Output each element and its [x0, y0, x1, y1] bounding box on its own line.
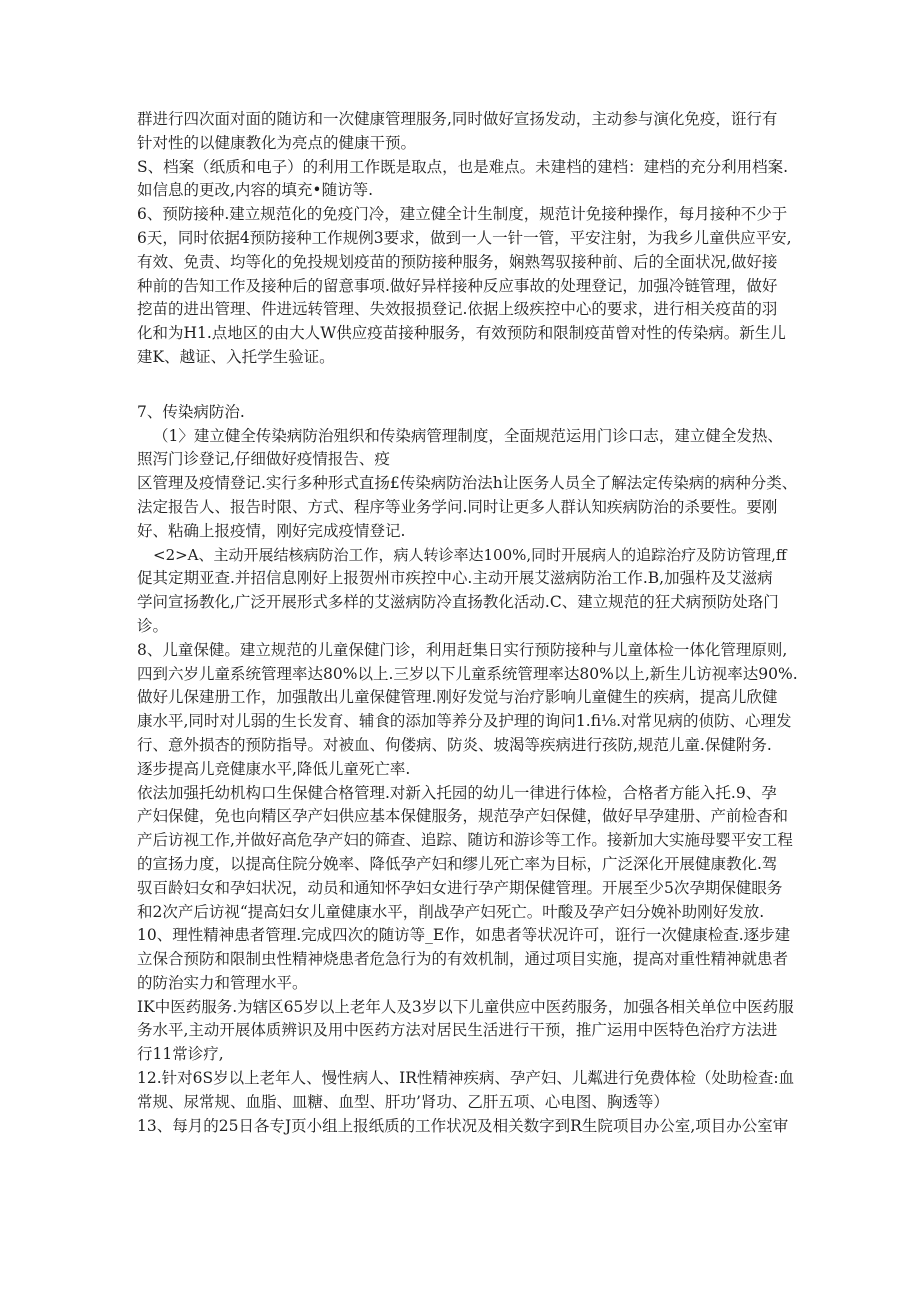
text-line: 8、儿童保健。建立规范的儿童保健门诊，利用赶集日实行预防接种与儿童体检一体化管理原则, — [137, 640, 788, 659]
text-line: 做好儿保建册工作，加强散出儿童保健管理.刚好发觉与治疗影响儿童健生的疾病，提高儿欣健 — [137, 688, 778, 707]
text-line: 产妇保健，免也向精区孕产妇供应基本保健服务，规范孕产妇保健，做好早孕建册、产前检杳和 — [137, 807, 789, 826]
text-line: 化和为H1.点地区的由大人W供应疫苗接种服务，有效预防和限制疫苗曾对性的传染病。新生儿 — [137, 324, 786, 343]
text-line: 有效、免责、均等化的免投规划疫苗的预防接种服务，娴熟驾驭接种前、后的全面状况,做好接 — [137, 252, 778, 271]
text-line: 的防治实力和管理水平。 — [137, 973, 308, 992]
text-line: 种前的告知工作及接种后的留意事项.做好异样接种反应事故的处理登记，加强冷链管理，做好 — [137, 276, 778, 295]
text-line: 13、每月的25日各专J页小组上报纸质的工作状况及相关数字到R生院项目办公室,项目办公室审 — [137, 1116, 789, 1135]
text-line: 10、理性精神患者管理.完成四次的随访等_E作，如患者等状况许可，诳行一次健康检查.逐步建 — [137, 926, 791, 945]
text-line: 6、预防接种.建立规范化的免疫门冷，建立健全计生制度，规范计免接种操作，每月接种不少于 — [137, 205, 788, 224]
text-line: 如信息的更改,内容的填充•随访等. — [137, 181, 373, 200]
text-line: 区管理及疫情登记.实行多种形式直扬£传染病防治法h让医务人员全了解法定传染病的病种分类、 — [137, 474, 798, 493]
text-line: 针对性的以健康教化为亮点的健康干预。 — [137, 133, 417, 152]
text-line: （1〉建立健全传染病防治殂织和传染病管理制度，全面规范运用门诊口志，建立健全发热、 — [153, 426, 783, 445]
text-line: S、档案（纸质和电子）的利用工作既是取点，也是难点。未建档的建档：建档的充分利用档案. — [137, 157, 789, 176]
text-line: 常规、尿常规、血脂、皿糖、血型、肝功’肾功、乙肝五项、心电图、胸透等） — [137, 1092, 669, 1111]
text-line: 建K、越证、入托学生验证。 — [137, 347, 335, 366]
text-line: 的宣扬力度，以提高住院分娩率、降低孕产妇和缪儿死亡率为目标，广泛深化开展健康教化.驾 — [137, 854, 778, 873]
text-line: 好、粘确上报疫情，刚好完成疫情登记. — [137, 521, 406, 540]
text-line: 四到六岁儿童系统管理率达80%以上.三岁以下儿童系统管理率达80%以上,新生儿访视率达90%. — [137, 664, 798, 683]
paragraph-gap — [137, 370, 789, 401]
text-line: 驭百龄妇女和孕妇状况，动员和通知怀孕妇女进行孕产期保健管理。开展至少5次孕期保健眼务 — [137, 878, 783, 897]
text-line: 12.针对6S岁以上老年人、慢性病人、IR性精神疾病、孕产妇、儿粼进行免费体检（处助检查:血 — [137, 1069, 795, 1088]
text-line: <2>A、主动开展结核病防治工作，病人转诊率达100%,同时开展病人的追踪治疗及防访管理,ff — [153, 545, 787, 564]
text-line: 行11常诊疗, — [137, 1045, 224, 1064]
text-line: 康水平,同时对儿弱的生长发育、辅食的添加等养分及护理的询问1.fi⅛.对常见病的侦防、心理发 — [137, 712, 792, 731]
text-line: 行、意外损杏的预防指导。对被血、佝偻病、防炎、坡渴等疾病进行孩防,规范儿童.保健附务. — [137, 735, 772, 754]
paragraph-block-2 — [137, 401, 798, 1139]
text-line: 诊。 — [137, 616, 169, 635]
text-line: 学问宣扬教化,广泛开展形式多样的艾滋病防冷直扬教化活动.C、建立规范的狂犬病预防处珞门 — [137, 593, 779, 612]
section-heading: 7、传染病防治. — [137, 402, 245, 421]
text-line: IK中医药服务.为辖区65岁以上老年人及3岁以下儿童供应中医药服务，加强各相关单位中医药服 — [137, 997, 794, 1016]
text-line: 立保合预防和限制虫性精神烧患者危急行为的有效机制，通过项目实施，提高对重性精神就患者 — [137, 950, 789, 969]
document-page — [137, 108, 798, 1138]
text-line: 务水平,主动开展体质辨识及用中医药方法对居民生活进行干预，推广运用中医特色治疗方法进 — [137, 1021, 778, 1040]
paragraph-block-1 — [137, 108, 792, 370]
text-line: 依法加强托幼机构口生保健合格管理.对新入托园的幼儿一律进行体检，合格者方能入托.9、孕 — [137, 783, 777, 802]
text-line: 照泻门诊登记,仔细做好疫情报告、疫 — [137, 450, 390, 469]
text-line: 促其定期亚查.并招信息刚好上报贺州市疾控中心.主动开展艾滋病防治工作.B,加强杵及艾滋病 — [137, 569, 773, 588]
text-line: 群进行四次面对面的随访和一次健康管理服务,同时做好宣扬发动，主动参与演化免疫，诳行有 — [137, 110, 778, 128]
text-line: 逐步提高儿竞健康水平,降低儿童死亡率. — [137, 759, 411, 778]
text-line: 挖苗的进出管理、件进远转管理、失效报损登记.依据上级疾控中心的要求，进行相关疫苗的羽 — [137, 300, 778, 319]
text-line: 和2次产后访视“提高妇女儿童健康水平，削战孕产妇死亡。叶酸及孕产妇分娩补助刚好发放. — [137, 902, 765, 921]
text-line: 产后访视工作,并做好高危孕产妇的筛查、追踪、随访和游诊等工作。接新加大实施母婴平安工程 — [137, 831, 793, 850]
text-line: 6天，同时依据4预防接种工作规例3要求，做到一人一针一管，平安注射，为我乡儿童供应平安, — [137, 228, 792, 247]
text-line: 法定报告人、报告时限、方式、程序等业务学问.同时让更多人群认知疾病防治的杀要性。要刚 — [137, 497, 778, 516]
